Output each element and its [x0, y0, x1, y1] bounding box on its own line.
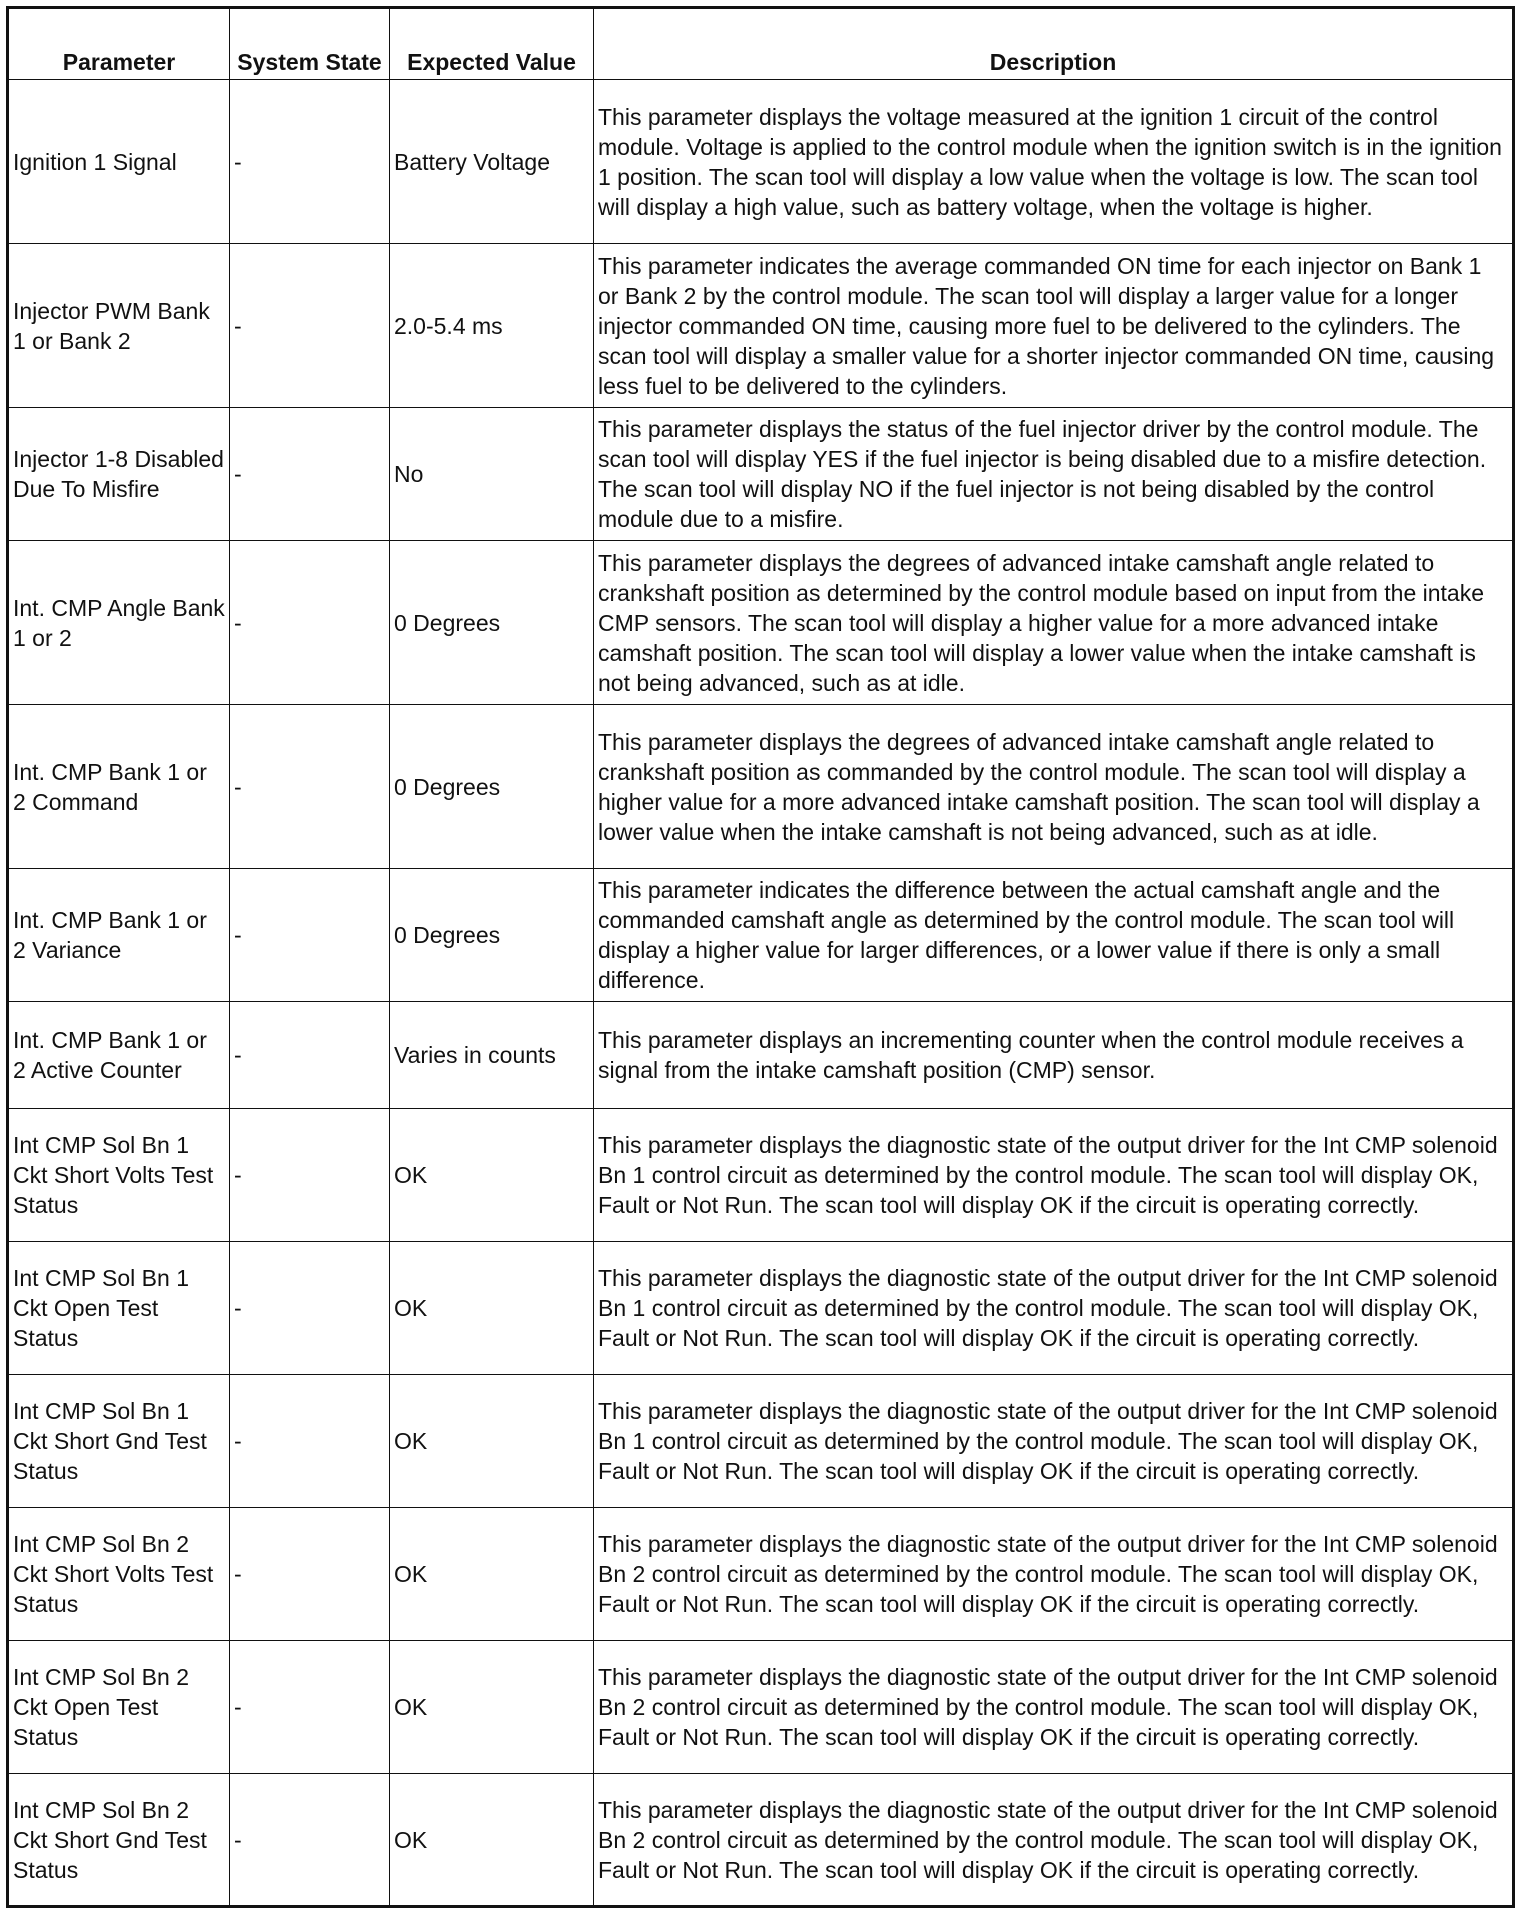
- table-row: [8, 1508, 1514, 1641]
- table-row: [8, 408, 1514, 541]
- document-page: [6, 6, 1512, 1888]
- header-parameter: Parameter: [8, 8, 230, 80]
- cell-description: This parameter displays the diagnostic state of the output driver for the Int CMP solenoid Bn 1 control circuit as determined by the control module. The scan tool will display OK, Fault or Not Run. The scan tool will display OK if the circuit is operating correctly.: [594, 1242, 1514, 1375]
- table-row: [8, 869, 1514, 1002]
- parameter-table: [6, 6, 1515, 1908]
- cell-expected-value: OK: [390, 1641, 594, 1774]
- cell-description: This parameter displays the status of the fuel injector driver by the control module. The scan tool will display YES if the fuel injector is being disabled due to a misfire detection. The scan tool will display NO if the fuel injector is not being disabled by the control module due to a misfire.: [594, 408, 1514, 541]
- table-row: [8, 705, 1514, 869]
- table-row: [8, 1641, 1514, 1774]
- table-row: [8, 244, 1514, 408]
- cell-expected-value: No: [390, 408, 594, 541]
- cell-system-state: -: [230, 1002, 390, 1109]
- table-row: [8, 1002, 1514, 1109]
- cell-system-state: -: [230, 1508, 390, 1641]
- cell-system-state: -: [230, 1641, 390, 1774]
- table-row: [8, 541, 1514, 705]
- cell-description: This parameter displays the diagnostic state of the output driver for the Int CMP solenoid Bn 1 control circuit as determined by the control module. The scan tool will display OK, Fault or Not Run. The scan tool will display OK if the circuit is operating correctly.: [594, 1109, 1514, 1242]
- header-system-state: System State: [230, 8, 390, 80]
- cell-parameter: Int CMP Sol Bn 1 Ckt Short Volts Test Status: [8, 1109, 230, 1242]
- cell-system-state: -: [230, 408, 390, 541]
- table-row: [8, 1242, 1514, 1375]
- cell-parameter: Injector 1-8 Disabled Due To Misfire: [8, 408, 230, 541]
- cell-description: This parameter displays the diagnostic state of the output driver for the Int CMP solenoid Bn 2 control circuit as determined by the control module. The scan tool will display OK, Fault or Not Run. The scan tool will display OK if the circuit is operating correctly.: [594, 1641, 1514, 1774]
- cell-expected-value: Battery Voltage: [390, 80, 594, 244]
- cell-description: This parameter displays the degrees of advanced intake camshaft angle related to crankshaft position as commanded by the control module. The scan tool will display a higher value for a more advanced intake camshaft position. The scan tool will display a lower value when the intake camshaft is not being advanced, such as at idle.: [594, 705, 1514, 869]
- cell-expected-value: 0 Degrees: [390, 705, 594, 869]
- cell-system-state: -: [230, 1375, 390, 1508]
- cell-expected-value: OK: [390, 1109, 594, 1242]
- cell-system-state: -: [230, 869, 390, 1002]
- cell-description: This parameter indicates the difference between the actual camshaft angle and the commanded camshaft angle as determined by the control module. The scan tool will display a higher value for larger differences, or a lower value if there is only a small difference.: [594, 869, 1514, 1002]
- cell-system-state: -: [230, 541, 390, 705]
- cell-expected-value: OK: [390, 1508, 594, 1641]
- cell-system-state: -: [230, 1774, 390, 1907]
- cell-parameter: Injector PWM Bank 1 or Bank 2: [8, 244, 230, 408]
- cell-parameter: Int CMP Sol Bn 1 Ckt Open Test Status: [8, 1242, 230, 1375]
- table-row: [8, 1109, 1514, 1242]
- cell-parameter: Int CMP Sol Bn 2 Ckt Short Volts Test Status: [8, 1508, 230, 1641]
- header-description: Description: [594, 8, 1514, 80]
- cell-expected-value: OK: [390, 1242, 594, 1375]
- table-row: [8, 80, 1514, 244]
- cell-description: This parameter displays the voltage measured at the ignition 1 circuit of the control module. Voltage is applied to the control module when the ignition switch is in the ignition 1 position. The scan tool will display a low value when the voltage is low. The scan tool will display a high value, such as battery voltage, when the voltage is higher.: [594, 80, 1514, 244]
- cell-expected-value: 0 Degrees: [390, 869, 594, 1002]
- cell-system-state: -: [230, 244, 390, 408]
- cell-description: This parameter displays an incrementing counter when the control module receives a signal from the intake camshaft position (CMP) sensor.: [594, 1002, 1514, 1109]
- cell-description: This parameter displays the degrees of advanced intake camshaft angle related to crankshaft position as determined by the control module based on input from the intake CMP sensors. The scan tool will display a higher value for a more advanced intake camshaft position. The scan tool will display a lower value when the intake camshaft is not being advanced, such as at idle.: [594, 541, 1514, 705]
- cell-parameter: Ignition 1 Signal: [8, 80, 230, 244]
- cell-system-state: -: [230, 1109, 390, 1242]
- cell-parameter: Int. CMP Angle Bank 1 or 2: [8, 541, 230, 705]
- cell-expected-value: 0 Degrees: [390, 541, 594, 705]
- cell-parameter: Int. CMP Bank 1 or 2 Command: [8, 705, 230, 869]
- cell-expected-value: OK: [390, 1774, 594, 1907]
- cell-parameter: Int. CMP Bank 1 or 2 Active Counter: [8, 1002, 230, 1109]
- cell-expected-value: Varies in counts: [390, 1002, 594, 1109]
- cell-description: This parameter displays the diagnostic state of the output driver for the Int CMP solenoid Bn 2 control circuit as determined by the control module. The scan tool will display OK, Fault or Not Run. The scan tool will display OK if the circuit is operating correctly.: [594, 1508, 1514, 1641]
- table-row: [8, 1774, 1514, 1907]
- cell-parameter: Int. CMP Bank 1 or 2 Variance: [8, 869, 230, 1002]
- cell-description: This parameter displays the diagnostic state of the output driver for the Int CMP solenoid Bn 2 control circuit as determined by the control module. The scan tool will display OK, Fault or Not Run. The scan tool will display OK if the circuit is operating correctly.: [594, 1774, 1514, 1907]
- table-row: [8, 1375, 1514, 1508]
- cell-expected-value: OK: [390, 1375, 594, 1508]
- cell-description: This parameter displays the diagnostic state of the output driver for the Int CMP solenoid Bn 1 control circuit as determined by the control module. The scan tool will display OK, Fault or Not Run. The scan tool will display OK if the circuit is operating correctly.: [594, 1375, 1514, 1508]
- cell-parameter: Int CMP Sol Bn 1 Ckt Short Gnd Test Status: [8, 1375, 230, 1508]
- cell-description: This parameter indicates the average commanded ON time for each injector on Bank 1 or Bank 2 by the control module. The scan tool will display a larger value for a longer injector commanded ON time, causing more fuel to be delivered to the cylinders. The scan tool will display a smaller value for a shorter injector commanded ON time, causing less fuel to be delivered to the cylinders.: [594, 244, 1514, 408]
- cell-system-state: -: [230, 80, 390, 244]
- cell-expected-value: 2.0-5.4 ms: [390, 244, 594, 408]
- header-expected-value: Expected Value: [390, 8, 594, 80]
- cell-system-state: -: [230, 1242, 390, 1375]
- cell-parameter: Int CMP Sol Bn 2 Ckt Short Gnd Test Status: [8, 1774, 230, 1907]
- header-row: [8, 8, 1514, 80]
- cell-system-state: -: [230, 705, 390, 869]
- cell-parameter: Int CMP Sol Bn 2 Ckt Open Test Status: [8, 1641, 230, 1774]
